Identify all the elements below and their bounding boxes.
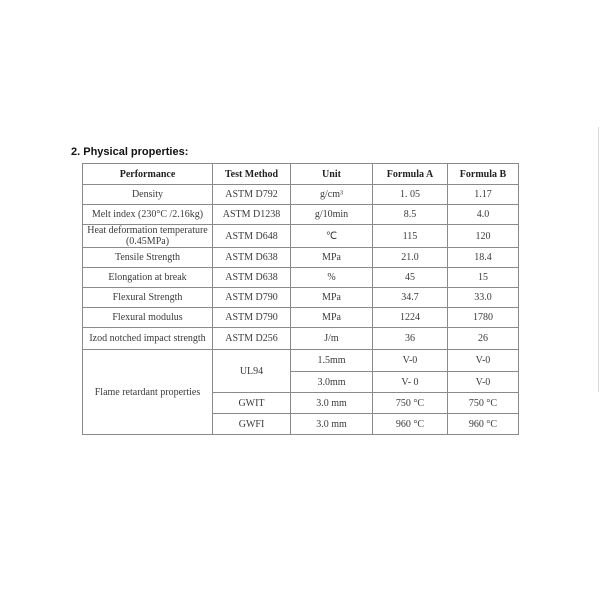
table-row-elongation — [83, 268, 519, 288]
cell-formula-b: 15 — [448, 268, 519, 288]
cell-method: ASTM D638 — [213, 248, 291, 268]
cell-flame-retardant-label: Flame retardant properties — [83, 350, 213, 435]
cell-formula-b: 750 °C — [448, 393, 519, 414]
cell-performance: Flexural Strength — [83, 288, 213, 308]
page-edge-divider — [598, 127, 599, 392]
table-row-flexural-strength — [83, 288, 519, 308]
table-row-flexural-modulus — [83, 308, 519, 328]
cell-performance: Tensile Strength — [83, 248, 213, 268]
cell-unit: g/cm³ — [291, 185, 373, 205]
cell-formula-a: 1. 05 — [373, 185, 448, 205]
cell-formula-b: 18.4 — [448, 248, 519, 268]
cell-method: ASTM D648 — [213, 225, 291, 248]
header-performance: Performance — [83, 164, 213, 185]
header-test-method: Test Method — [213, 164, 291, 185]
table-row-melt-index — [83, 205, 519, 225]
cell-formula-a: 115 — [373, 225, 448, 248]
cell-unit: 1.5mm — [291, 350, 373, 372]
cell-unit: g/10min — [291, 205, 373, 225]
cell-method: ASTM D1238 — [213, 205, 291, 225]
cell-gwit-method: GWIT — [213, 393, 291, 414]
table-row-tensile-strength — [83, 248, 519, 268]
cell-formula-a: 8.5 — [373, 205, 448, 225]
table-row-density — [83, 185, 519, 205]
cell-formula-b: 4.0 — [448, 205, 519, 225]
cell-method: ASTM D790 — [213, 308, 291, 328]
table-row-izod-impact — [83, 328, 519, 350]
cell-formula-b: 1780 — [448, 308, 519, 328]
cell-unit: 3.0mm — [291, 372, 373, 393]
cell-performance: Izod notched impact strength — [83, 328, 213, 350]
cell-formula-a: 34.7 — [373, 288, 448, 308]
cell-formula-a: 21.0 — [373, 248, 448, 268]
cell-formula-b: 960 °C — [448, 414, 519, 435]
table-header-row — [83, 164, 519, 185]
cell-unit: MPa — [291, 248, 373, 268]
cell-formula-b: 120 — [448, 225, 519, 248]
cell-formula-a: V- 0 — [373, 372, 448, 393]
cell-formula-a: 960 °C — [373, 414, 448, 435]
cell-formula-b: V-0 — [448, 372, 519, 393]
section-title: 2. Physical properties: — [71, 146, 189, 158]
header-formula-a: Formula A — [373, 164, 448, 185]
cell-ul94-method: UL94 — [213, 350, 291, 393]
cell-unit: ℃ — [291, 225, 373, 248]
cell-performance: Melt index (230°C /2.16kg) — [83, 205, 213, 225]
cell-unit: MPa — [291, 308, 373, 328]
cell-method: ASTM D256 — [213, 328, 291, 350]
header-formula-b: Formula B — [448, 164, 519, 185]
cell-formula-b: 26 — [448, 328, 519, 350]
cell-performance: Heat deformation temperature (0.45MPa) — [83, 225, 213, 248]
cell-unit: MPa — [291, 288, 373, 308]
physical-properties-table — [82, 163, 519, 435]
table-row-ul94-1-5mm — [83, 350, 519, 372]
cell-unit: 3.0 mm — [291, 414, 373, 435]
cell-performance: Density — [83, 185, 213, 205]
cell-method: ASTM D792 — [213, 185, 291, 205]
cell-unit: 3.0 mm — [291, 393, 373, 414]
table-row-heat-deformation — [83, 225, 519, 248]
cell-formula-b: V-0 — [448, 350, 519, 372]
cell-formula-a: 750 °C — [373, 393, 448, 414]
cell-method: ASTM D638 — [213, 268, 291, 288]
cell-formula-b: 1.17 — [448, 185, 519, 205]
cell-unit: % — [291, 268, 373, 288]
cell-formula-b: 33.0 — [448, 288, 519, 308]
cell-formula-a: 1224 — [373, 308, 448, 328]
cell-method: ASTM D790 — [213, 288, 291, 308]
header-unit: Unit — [291, 164, 373, 185]
cell-performance: Flexural modulus — [83, 308, 213, 328]
cell-performance: Elongation at break — [83, 268, 213, 288]
cell-formula-a: 36 — [373, 328, 448, 350]
cell-formula-a: 45 — [373, 268, 448, 288]
cell-formula-a: V-0 — [373, 350, 448, 372]
cell-gwfi-method: GWFI — [213, 414, 291, 435]
cell-unit: J/m — [291, 328, 373, 350]
